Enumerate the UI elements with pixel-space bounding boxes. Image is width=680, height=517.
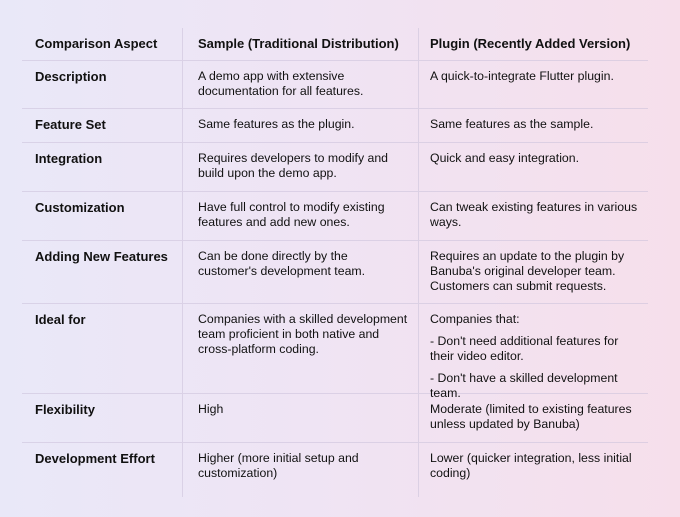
row-aspect: Description [35,69,107,84]
row-plugin-value: Can tweak existing features in various ways. [430,200,638,229]
comparison-table [22,28,648,497]
row-sample-value: High [182,394,419,442]
row-plugin-value: Moderate (limited to existing features unless updated by Banuba) [430,402,632,431]
row-aspect: Flexibility [35,402,95,417]
row-sample-value: A demo app with extensive documentation for all features. [182,61,419,108]
row-sample-value: Companies with a skilled development team proficient in both native and cross-platform coding. [182,304,419,393]
row-plugin-value: Quick and easy integration. [430,151,580,165]
table-row [22,192,648,241]
table-row [22,443,648,497]
row-aspect: Development Effort [35,451,155,466]
table-row [22,304,648,400]
table-header-row [22,28,648,61]
table-row [22,61,648,109]
header-plugin: Plugin (Recently Added Version) [430,36,631,51]
row-aspect: Integration [35,151,103,166]
table-row [22,241,648,304]
row-aspect: Feature Set [35,117,106,132]
row-sample-value: Requires developers to modify and build upon the demo app. [182,143,419,191]
row-plugin-value [419,304,648,400]
row-plugin-value: Requires an update to the plugin by Banuba's original developer team. Customers can submit requests. [430,249,625,293]
row-aspect: Customization [35,200,125,215]
header-comparison-aspect: Comparison Aspect [35,36,158,51]
table-row [22,394,648,443]
row-plugin-value: Lower (quicker integration, less initial coding) [430,451,632,480]
list-item: - Don't have a skilled development team. [430,371,618,400]
row-aspect: Adding New Features [35,249,168,264]
list-item: - Don't need additional features for their video editor. [430,334,619,363]
plugin-intro-text: Companies that: [430,312,520,326]
table-row [22,109,648,143]
row-sample-value: Have full control to modify existing features and add new ones. [182,192,419,240]
table-row [22,143,648,192]
row-aspect: Ideal for [35,312,86,327]
row-plugin-value: Same features as the sample. [430,117,594,131]
row-sample-value: Same features as the plugin. [182,109,419,142]
row-sample-value: Can be done directly by the customer's development team. [182,241,419,303]
row-sample-value: Higher (more initial setup and customization) [182,443,419,497]
header-sample: Sample (Traditional Distribution) [182,28,419,60]
row-plugin-value: A quick-to-integrate Flutter plugin. [430,69,614,83]
